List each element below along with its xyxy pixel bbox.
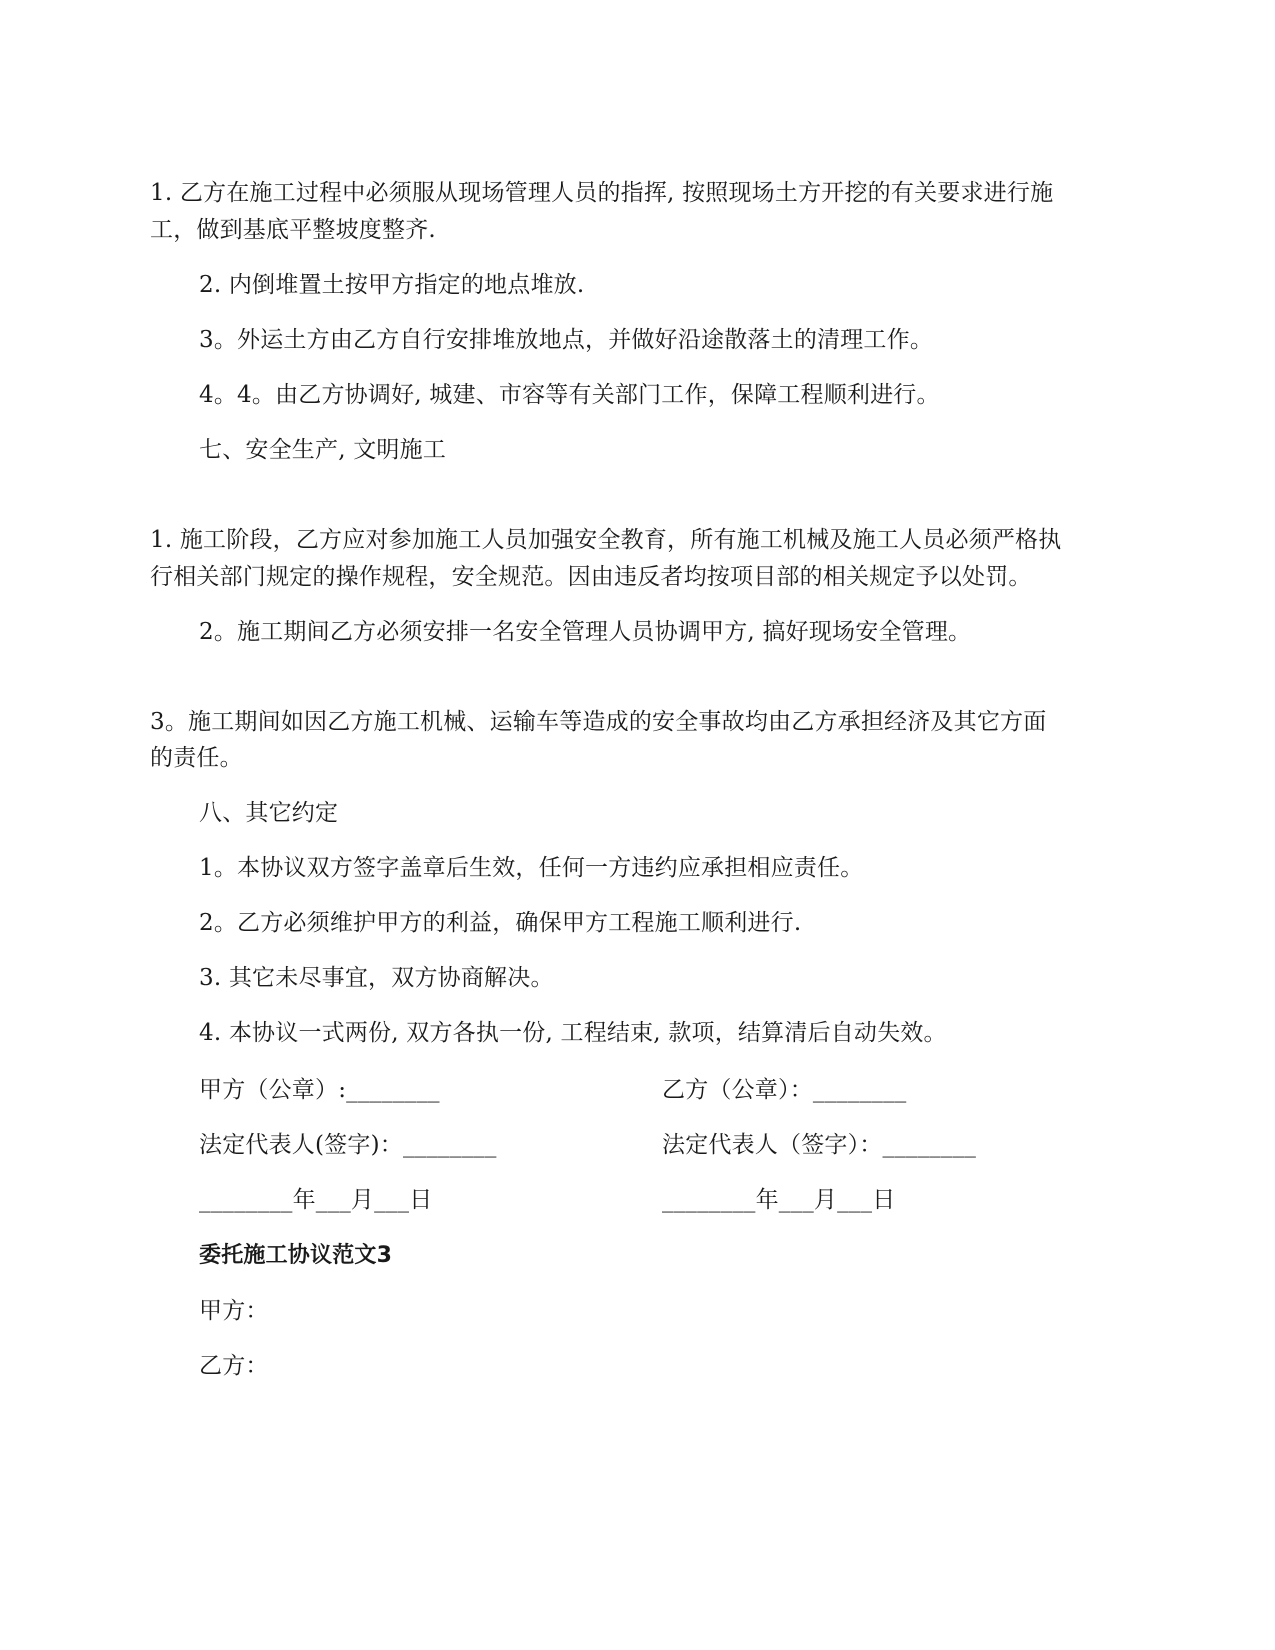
party-b-date: ________年___月___日 (662, 1187, 896, 1213)
section-8-clause-1: 1。本协议双方签字盖章后生效，任何一方违约应承担相应责任。 (199, 855, 864, 881)
clause-3: 3。外运土方由乙方自行安排堆放地点，并做好沿途散落土的清理工作。 (199, 327, 934, 353)
section-8-clause-2: 2。乙方必须维护甲方的利益，确保甲方工程施工顺利进行. (199, 910, 802, 936)
clause-2: 2. 内倒堆置土按甲方指定的地点堆放. (199, 272, 585, 298)
section-8-heading: 八、其它约定 (199, 800, 339, 826)
party-b-seal: 乙方（公章）：________ (662, 1077, 907, 1103)
section-8-clause-3: 3. 其它未尽事宜，双方协商解决。 (199, 965, 554, 991)
section-8-clause-4: 4. 本协议一式两份, 双方各执一份, 工程结束, 款项，结算清后自动失效。 (199, 1020, 947, 1046)
clause-1-line-2: 工，做到基底平整坡度整齐. (150, 217, 436, 243)
party-a-representative: 法定代表人(签字)：________ (199, 1132, 497, 1158)
party-a-label: 甲方： (199, 1298, 269, 1324)
section-7-clause-1-line-2: 行相关部门规定的操作规程，安全规范。因由违反者均按项目部的相关规定予以处罚。 (150, 564, 1032, 590)
section-7-clause-1-line-1: 1. 施工阶段，乙方应对参加施工人员加强安全教育，所有施工机械及施工人员必须严格执 (150, 527, 1062, 553)
section-7-clause-2: 2。施工期间乙方必须安排一名安全管理人员协调甲方, 搞好现场安全管理。 (199, 619, 972, 645)
section-7-heading: 七、安全生产, 文明施工 (199, 437, 447, 463)
section-7-clause-3-line-1: 3。施工期间如因乙方施工机械、运输车等造成的安全事故均由乙方承担经济及其它方面 (150, 709, 1047, 735)
clause-1-line-1: 1. 乙方在施工过程中必须服从现场管理人员的指挥, 按照现场土方开挖的有关要求进行施 (150, 180, 1054, 206)
section-title: 委托施工协议范文3 (199, 1243, 393, 1268)
party-b-representative: 法定代表人（签字）：________ (662, 1132, 977, 1158)
party-a-seal: 甲方（公章）:________ (199, 1077, 440, 1103)
clause-4: 4。4。由乙方协调好, 城建、市容等有关部门工作，保障工程顺利进行。 (199, 382, 940, 408)
party-b-label: 乙方： (199, 1353, 269, 1379)
section-7-clause-3-line-2: 的责任。 (150, 745, 243, 771)
party-a-date: ________年___月___日 (199, 1187, 433, 1213)
